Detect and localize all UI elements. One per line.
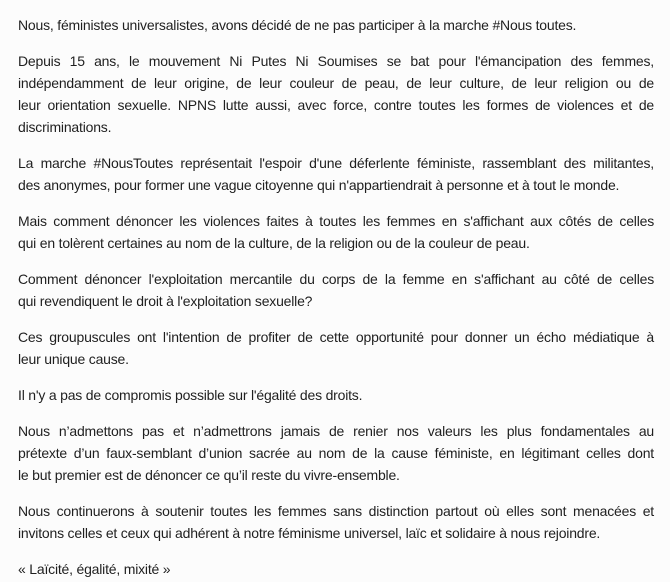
text-line: qui en tolèrent certaines au nom de la culture, de la religion ou de la couleur de peau. [18,235,530,251]
paragraph-9 [18,500,654,544]
text-line: prétexte d’un faux-semblant d’union sacrée au nom de la cause féministe, en légitimant celles dont [18,445,654,461]
text-line: La marche #NousToutes représentait l'espoir d'une déferlente féministe, rassemblant des militantes, [18,155,654,171]
text-line: discriminations. [18,119,112,135]
paragraph-8 [18,420,654,486]
text-line: Depuis 15 ans, le mouvement Ni Putes Ni Soumises se bat pour l'émancipation des femmes, [18,53,654,69]
paragraph-2 [18,50,654,138]
text-line: indépendamment de leur origine, de leur couleur de peau, de leur culture, de leur religion ou de [18,75,654,91]
paragraph-3 [18,152,654,196]
text-line: Ces groupuscules ont l'intention de profiter de cette opportunité pour donner un écho médiatique à [18,329,654,345]
text-line: Nous n’admettons pas et n’admettrons jamais de renier nos valeurs les plus fondamentales au [18,423,654,439]
paragraph-6 [18,326,654,370]
closing-quote-line: « Laïcité, égalité, mixité » [18,561,171,577]
text-line: qui revendiquent le droit à l'exploitation sexuelle? [18,293,313,309]
paragraph-4 [18,210,654,254]
text-line: des anonymes, pour former une vague citoyenne qui n'appartiendrait à personne et à tout le monde. [18,177,620,193]
text-line: Il n'y a pas de compromis possible sur l'égalité des droits. [18,387,363,403]
text-line: Nous, féministes universalistes, avons décidé de ne pas participer à la marche #Nous toutes. [18,17,577,33]
text-line: le but premier est de dénoncer ce qu’il reste du vivre-ensemble. [18,467,400,483]
paragraph-10 [18,558,654,580]
text-line: invitons celles et ceux qui adhérent à notre féminisme universel, laïc et solidaire à nous rejoindre. [18,525,601,541]
text-line: leur unique cause. [18,351,129,367]
text-line: Mais comment dénoncer les violences faites à toutes les femmes en s'affichant aux côtés de celles [18,213,654,229]
text-line: Comment dénoncer l'exploitation mercantile du corps de la femme en s'affichant au côté de celles [18,271,654,287]
text-line: leur orientation sexuelle. NPNS lutte aussi, avec force, contre toutes les formes de violences et de [18,97,654,113]
paragraph-5 [18,268,654,312]
paragraph-1 [18,14,654,36]
text-line: Nous continuerons à soutenir toutes les femmes sans distinction partout où elles sont menacées et [18,503,654,519]
paragraph-7 [18,384,654,406]
